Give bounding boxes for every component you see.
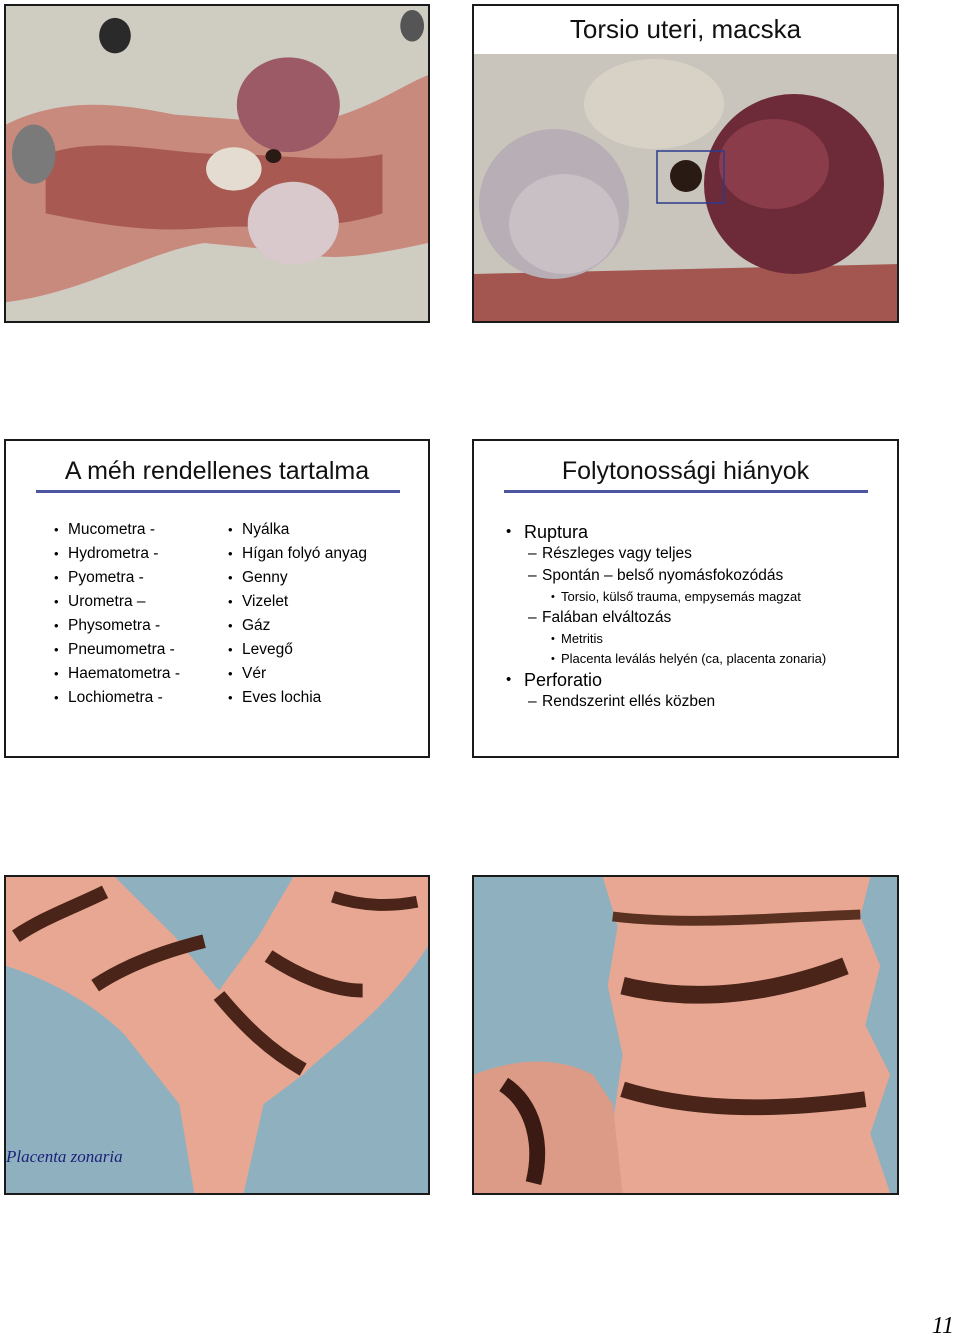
list-item: • Lochiometra - <box>54 686 180 710</box>
list-item: • Gáz <box>228 614 367 638</box>
list-item: • Pneumometra - <box>54 638 180 662</box>
list-item: • Pyometra - <box>54 566 180 590</box>
list-item: • Nyálka <box>228 518 367 542</box>
list-item: • Genny <box>228 566 367 590</box>
dissection-photo-graphic <box>6 6 428 321</box>
outline-item-ruptura: • Ruptura <box>504 521 889 543</box>
list-item: • Hydrometra - <box>54 542 180 566</box>
slide-uterine-contents <box>4 439 430 758</box>
placenta-detail-graphic <box>474 877 897 1193</box>
outline-subitem: – Falában elváltozás <box>504 607 889 629</box>
list-item: • Mucometra - <box>54 518 180 542</box>
list-item: • Hígan folyó anyag <box>228 542 367 566</box>
list-item: • Eves lochia <box>228 686 367 710</box>
page-number: 11 <box>931 1313 954 1339</box>
slide-torsio-uteri <box>472 4 899 323</box>
list-item: • Levegő <box>228 638 367 662</box>
slide-continuity-defects <box>472 439 899 758</box>
list-item: • Vér <box>228 662 367 686</box>
defects-outline <box>504 521 889 713</box>
outline-subsubitem: • Torsio, külső trauma, empysemás magzat <box>504 587 889 607</box>
outline-subsubitem: • Placenta leválás helyén (ca, placenta zonaria) <box>504 649 889 669</box>
list-item: • Physometra - <box>54 614 180 638</box>
contents-list <box>228 518 367 710</box>
slide-title: Torsio uteri, macska <box>569 14 802 44</box>
photo-dissected-cat <box>4 4 430 323</box>
outline-subitem: – Rendszerint ellés közben <box>504 691 889 713</box>
list-item: • Urometra – <box>54 590 180 614</box>
outline-subitem: – Részleges vagy teljes <box>504 543 889 565</box>
photo-placenta-detail <box>472 875 899 1195</box>
placenta-photo-graphic <box>6 877 428 1193</box>
slide-title: A méh rendellenes tartalma <box>64 457 370 485</box>
photo-caption: Placenta zonaria <box>6 1147 123 1166</box>
photo-placenta-zonaria <box>4 875 430 1195</box>
outline-item-perforatio: • Perforatio <box>504 669 889 691</box>
torsio-photo <box>474 54 899 323</box>
condition-list <box>54 518 180 710</box>
list-item: • Haematometra - <box>54 662 180 686</box>
slide-title: Folytonossági hiányok <box>561 457 810 485</box>
title-underline <box>36 490 400 493</box>
outline-subitem: – Spontán – belső nyomásfokozódás <box>504 565 889 587</box>
title-underline <box>504 490 868 493</box>
list-item: • Vizelet <box>228 590 367 614</box>
outline-subsubitem: • Metritis <box>504 629 889 649</box>
